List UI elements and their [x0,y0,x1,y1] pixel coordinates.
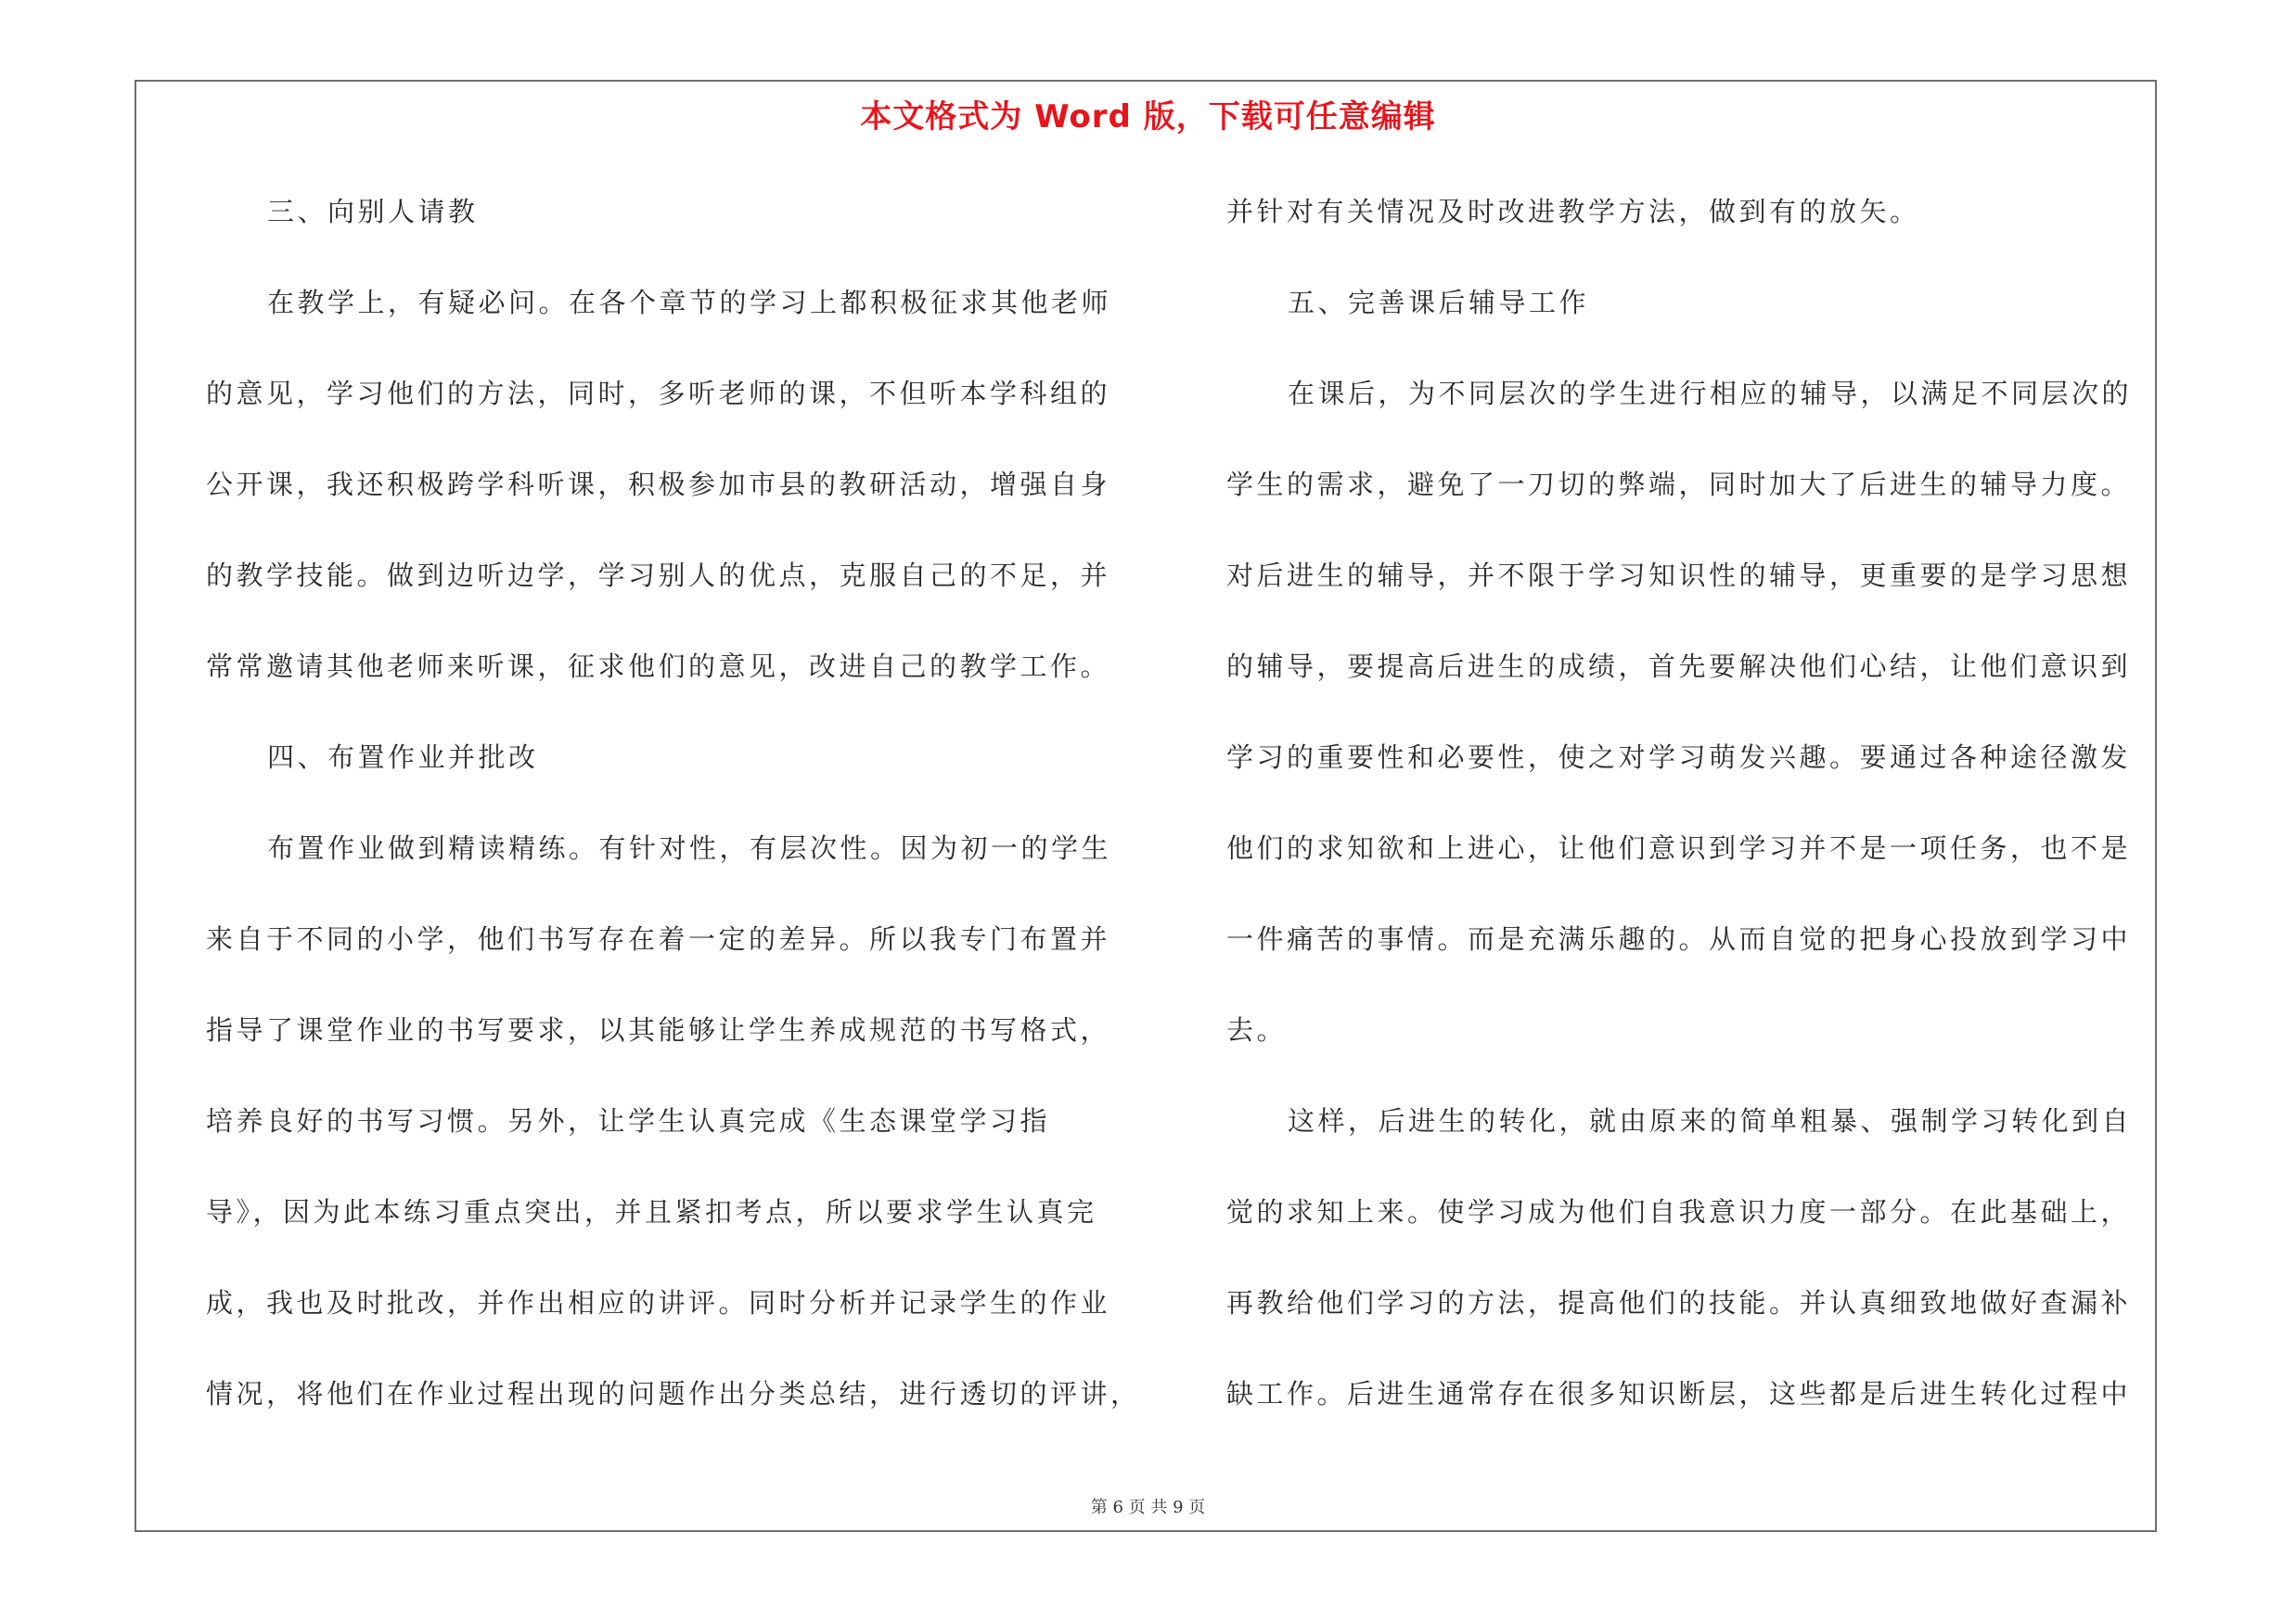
paragraph-line: 的意见，学习他们的方法，同时，多听老师的课，不但听本学科组的 [206,378,1111,409]
paragraph-line: 去。 [1226,1014,1288,1046]
paragraph-line: 常常邀请其他老师来听课，征求他们的意见，改进自己的教学工作。 [206,650,1111,682]
header-banner: 本文格式为 Word 版，下载可任意编辑 [860,98,1436,135]
paragraph-line: 情况，将他们在作业过程出现的问题作出分类总结，进行透切的评讲， [206,1378,1141,1410]
paragraph-line: 一件痛苦的事情。而是充满乐趣的。从而自觉的把身心投放到学习中 [1226,923,2132,955]
page-number-footer: 第 6 页 共 9 页 [1090,1498,1206,1517]
paragraph-line: 来自于不同的小学，他们书写存在着一定的差异。所以我专门布置并 [206,923,1111,955]
paragraph-line: 在教学上，有疑必问。在各个章节的学习上都积极征求其他老师 [267,287,1112,318]
section-heading: 四、布置作业并批改 [267,741,539,773]
paragraph-line: 成，我也及时批改，并作出相应的讲评。同时分析并记录学生的作业 [206,1287,1111,1319]
paragraph-line: 他们的求知欲和上进心，让他们意识到学习并不是一项任务，也不是 [1226,832,2132,864]
section-heading: 三、向别人请教 [267,196,479,227]
paragraph-line: 指导了课堂作业的书写要求，以其能够让学生养成规范的书写格式， [206,1014,1111,1046]
paragraph-line: 这样，后进生的转化，就由原来的简单粗暴、强制学习转化到自 [1288,1105,2133,1137]
paragraph-line: 公开课，我还积极跨学科听课，积极参加市县的教研活动，增强自身 [206,469,1111,500]
paragraph-line: 并针对有关情况及时改进教学方法，做到有的放矢。 [1226,196,1920,227]
paragraph-line: 学生的需求，避免了一刀切的弊端，同时加大了后进生的辅导力度。 [1226,469,2132,500]
paragraph-line: 的辅导，要提高后进生的成绩，首先要解决他们心结，让他们意识到 [1226,650,2132,682]
paragraph-line: 再教给他们学习的方法，提高他们的技能。并认真细致地做好查漏补 [1226,1287,2132,1319]
paragraph-line: 缺工作。后进生通常存在很多知识断层，这些都是后进生转化过程中 [1226,1378,2132,1410]
paragraph-line: 布置作业做到精读精练。有针对性，有层次性。因为初一的学生 [267,832,1112,864]
paragraph-line: 培养良好的书写习惯。另外，让学生认真完成《生态课堂学习指 [206,1105,1051,1137]
left-column [206,184,1143,1457]
paragraph-line: 觉的求知上来。使学习成为他们自我意识力度一部分。在此基础上， [1226,1196,2132,1228]
paragraph-line: 的教学技能。做到边听边学，学习别人的优点，克服自己的不足，并 [206,560,1111,591]
paragraph-line: 对后进生的辅导，并不限于学习知识性的辅导，更重要的是学习思想 [1226,560,2132,591]
right-column [1226,184,2163,1457]
section-heading: 五、完善课后辅导工作 [1288,287,1590,318]
paragraph-line: 学习的重要性和必要性，使之对学习萌发兴趣。要通过各种途径激发 [1226,741,2132,773]
paragraph-line: 在课后，为不同层次的学生进行相应的辅导，以满足不同层次的 [1288,378,2133,409]
paragraph-line: 导》，因为此本练习重点突出，并且紧扣考点，所以要求学生认真完 [206,1196,1097,1228]
